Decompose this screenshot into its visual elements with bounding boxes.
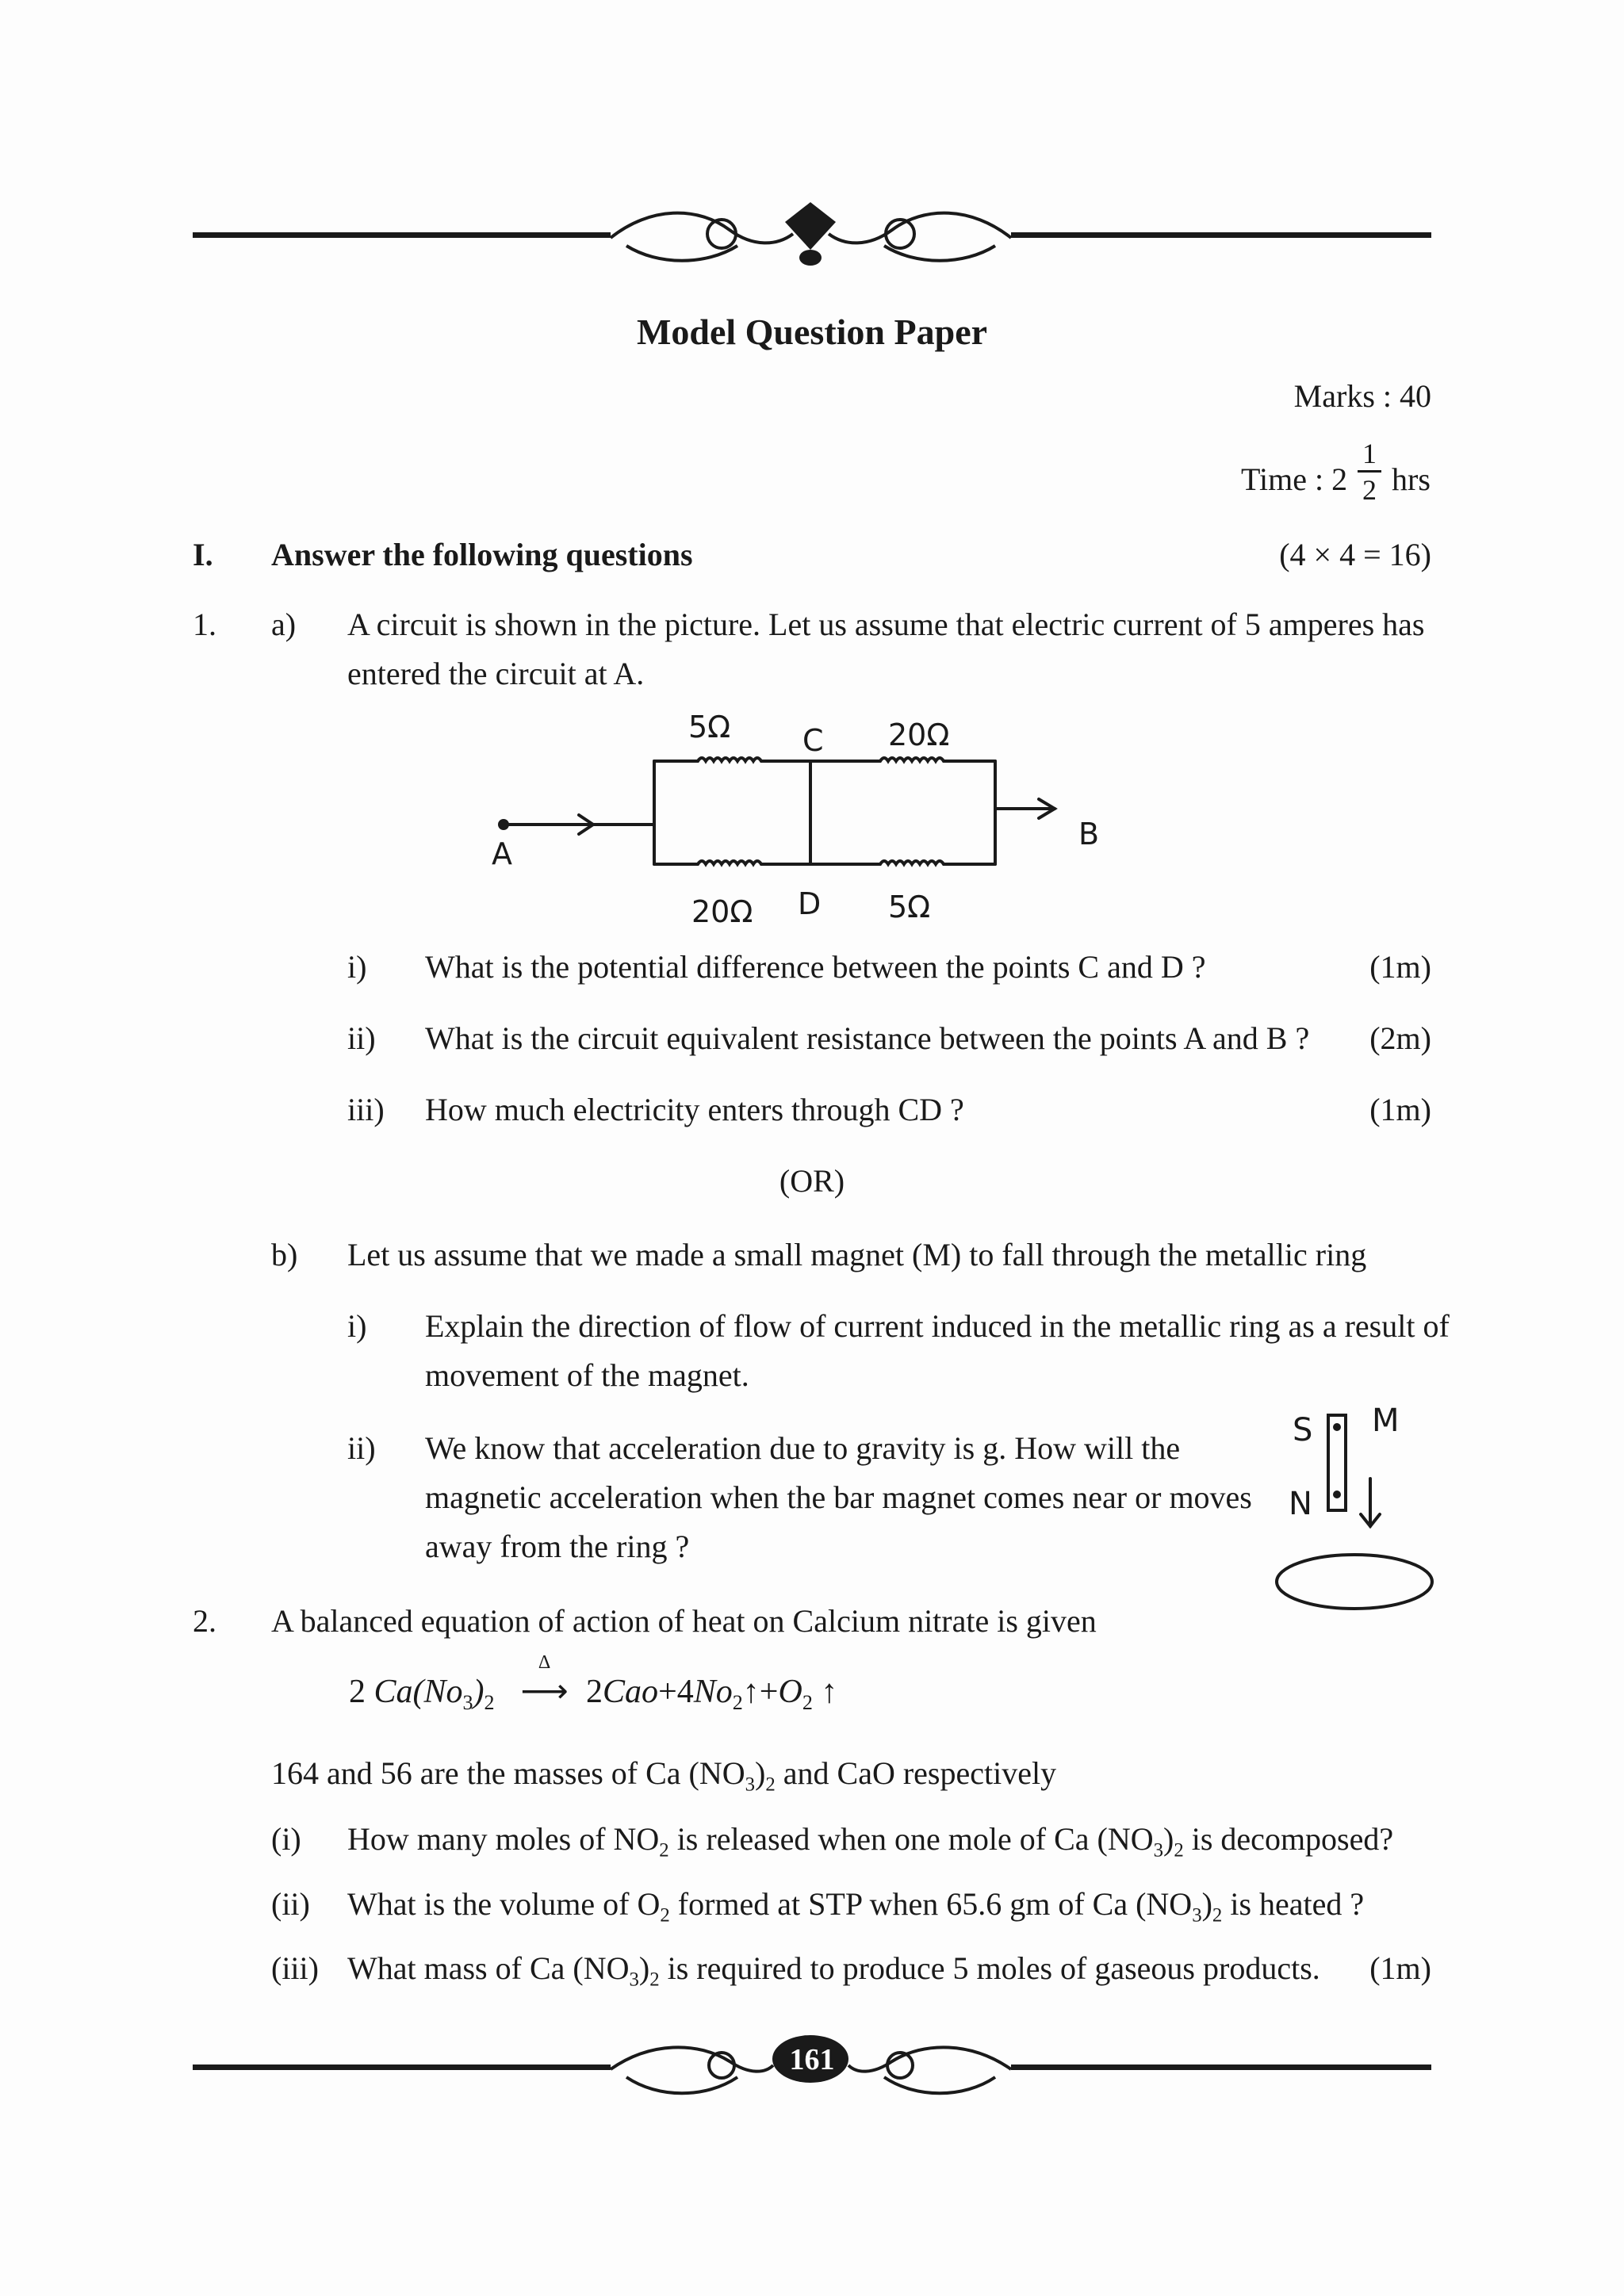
- header-rule-right: [1011, 232, 1431, 238]
- part-text: How many moles of $NO_2$ is released when one mole of Ca $(NO_3)_2$ is decomposed?: [347, 1821, 1394, 1862]
- resistor-label: 5Ω: [688, 710, 731, 744]
- magnet-label: M: [1372, 1402, 1400, 1439]
- node-label: A: [492, 836, 512, 871]
- or-separator: (OR): [779, 1163, 845, 1199]
- node-label: D: [798, 886, 822, 921]
- part-label: (iii): [271, 1950, 319, 1986]
- question-text: A balanced equation of action of heat on Calcium nitrate is given: [271, 1603, 1097, 1639]
- part-marks: (1m): [1369, 1092, 1431, 1127]
- magnet-ring-diagram: [1265, 1391, 1443, 1617]
- footer-rule-left: [193, 2064, 611, 2070]
- node-label: B: [1078, 817, 1100, 851]
- question-text: Let us assume that we made a small magnet (M) to fall through the metallic ring: [347, 1237, 1367, 1272]
- part-marks: (1m): [1369, 949, 1431, 985]
- part-label: i): [347, 1308, 367, 1344]
- part-text: What is the circuit equivalent resistance between the points A and B ?: [425, 1020, 1310, 1056]
- part-label: (i): [271, 1821, 301, 1857]
- part-label: i): [347, 949, 367, 985]
- question-text: entered the circuit at A.: [347, 656, 645, 691]
- time-unit: hrs: [1392, 461, 1431, 497]
- question-number: 2.: [193, 1603, 216, 1639]
- subquestion-label: a): [271, 607, 297, 642]
- section-number: I.: [193, 537, 213, 572]
- footer-rule-right: [1011, 2064, 1431, 2070]
- section-score: (4 × 4 = 16): [1279, 537, 1431, 572]
- part-text: What is the volume of $O_2$ formed at STP when 65.6 gm of Ca $(NO_3)_2$ is heated ?: [347, 1886, 1365, 1927]
- part-text: Explain the direction of flow of current induced in the metallic ring as a result of: [425, 1308, 1450, 1344]
- part-label: ii): [347, 1430, 376, 1466]
- resistor-label: 20Ω: [888, 718, 950, 752]
- magnet-pole-s: S: [1293, 1412, 1313, 1448]
- time-fraction: 1 2: [1358, 436, 1381, 508]
- ornament-icon: [603, 190, 1019, 277]
- part-label: iii): [347, 1092, 385, 1127]
- part-marks: (1m): [1369, 1950, 1431, 1986]
- page-title: Model Question Paper: [636, 312, 988, 352]
- resistor-label: 5Ω: [888, 890, 931, 924]
- time-label: Time : 2: [1241, 461, 1348, 497]
- part-text: How much electricity enters through CD ?: [425, 1092, 964, 1127]
- marks-label: Marks : 40: [1293, 378, 1431, 414]
- header-rule-left: [193, 232, 611, 238]
- part-label: (ii): [271, 1886, 310, 1922]
- part-text: away from the ring ?: [425, 1529, 690, 1564]
- question-text: A circuit is shown in the picture. Let us assume that electric current of 5 amperes has: [347, 607, 1425, 642]
- part-text: magnetic acceleration when the bar magnet comes near or moves: [425, 1479, 1252, 1515]
- page-number: 161: [789, 2043, 835, 2076]
- circuit-diagram: [476, 710, 1126, 932]
- masses-statement: 164 and 56 are the masses of Ca $(NO_3)_2$ and CaO respectively: [271, 1755, 1057, 1796]
- part-label: ii): [347, 1020, 376, 1056]
- resistor-label: 20Ω: [691, 894, 753, 929]
- section-title: Answer the following questions: [271, 537, 693, 572]
- part-text: We know that acceleration due to gravity is g. How will the: [425, 1430, 1181, 1466]
- chemical-equation: 2 $Ca(No_3)_2$ Δ ⟶ $2Cao+4No_2↑+O_2$ ↑: [349, 1652, 838, 1715]
- node-label: C: [802, 723, 824, 758]
- part-marks: (2m): [1369, 1020, 1431, 1056]
- part-text: What mass of Ca $(NO_3)_2$ is required to produce 5 moles of gaseous products.: [347, 1950, 1320, 1991]
- magnet-pole-n: N: [1289, 1486, 1312, 1522]
- question-number: 1.: [193, 607, 216, 642]
- subquestion-label: b): [271, 1237, 298, 1272]
- part-text: What is the potential difference between the points C and D ?: [425, 949, 1206, 985]
- part-text: movement of the magnet.: [425, 1357, 749, 1393]
